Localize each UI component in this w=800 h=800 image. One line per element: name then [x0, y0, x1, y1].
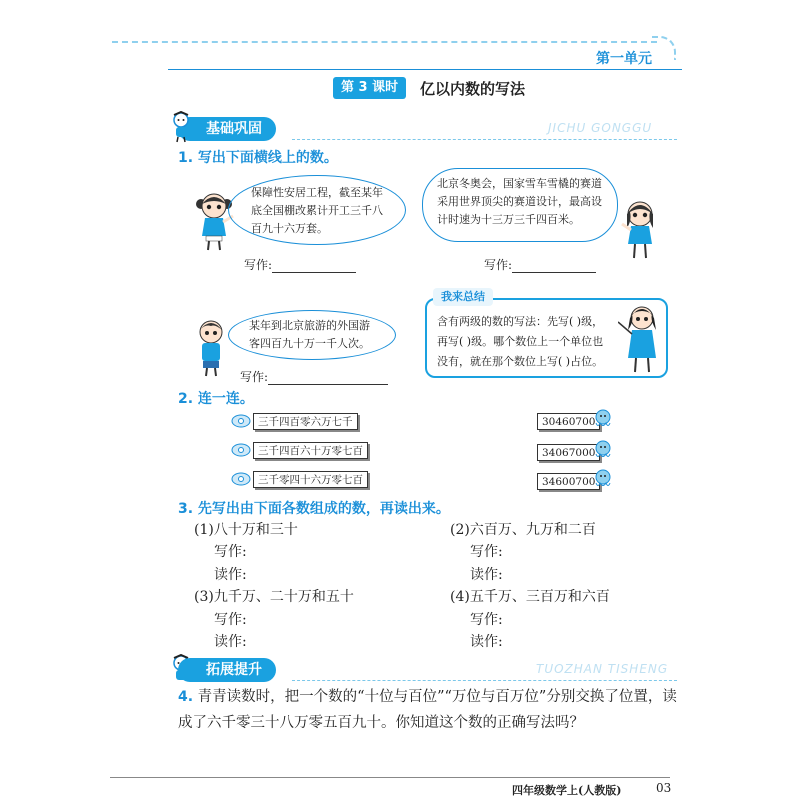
write-label-1: 写作: [244, 258, 273, 272]
header-dashed-curve [652, 36, 676, 60]
lesson-badge: 第 3 课时 [333, 77, 406, 99]
section-subtitle-basic: JICHU GONGGU [548, 121, 653, 135]
write-label-3: 写作: [240, 370, 269, 384]
write-label-2: 写作: [484, 258, 513, 272]
octopus-bullet-icon [592, 408, 614, 430]
footer-book-title: 四年级数学上(人教版) [512, 784, 622, 797]
bubble-1-text: 保障性安居工程，截至某年底全国棚改累计开工三千八百九十六万套。 [251, 186, 383, 235]
question-3-title: 3. 先写出由下面各数组成的数，再读出来。 [178, 501, 450, 517]
answer-blank-2[interactable] [512, 259, 596, 273]
q3-write-2: 写作: [470, 544, 503, 560]
girl-character-icon [193, 190, 235, 252]
q3-item-2: (2)六百万、九万和二百 [450, 522, 596, 538]
octopus-bullet-icon [592, 439, 614, 461]
teacher-character-icon [618, 300, 664, 374]
section-divider-basic [292, 139, 677, 140]
answer-blank-3[interactable] [268, 371, 388, 385]
match-left-2[interactable]: 三千四百六十万零七百 [253, 442, 368, 459]
match-right-3[interactable]: 34600700 [537, 473, 600, 490]
section-title-extend: 拓展提升 [178, 658, 276, 682]
q3-read-3: 读作: [214, 634, 247, 650]
answer-line-2 [484, 256, 596, 273]
flower-bullet-icon [231, 471, 251, 487]
match-left-1[interactable]: 三千四百零六万七千 [253, 413, 358, 430]
summary-text: 含有两级的数的写法：先写( )级，再写( )级。哪个数位上一个单位也没有，就在那个数位上写( )占位。 [437, 315, 604, 368]
answer-blank-1[interactable] [272, 259, 356, 273]
q3-write-1: 写作: [214, 544, 247, 560]
question-2-title: 2. 连一连。 [178, 391, 254, 407]
speech-bubble-2 [422, 168, 618, 242]
section-banner-extend [178, 658, 276, 682]
lesson-title: 亿以内数的写法 [420, 80, 526, 98]
bubble-2-text: 北京冬奥会，国家雪车雪橇的赛道采用世界顶尖的赛道设计，最高设计时速为十三万三千四百米。 [437, 177, 602, 226]
q3-read-4: 读作: [470, 634, 503, 650]
speech-bubble-3 [228, 310, 396, 360]
match-right-1[interactable]: 30460700 [537, 413, 600, 430]
bubble-3-text: 某年到北京旅游的外国游客四百九十万一千人次。 [249, 319, 370, 350]
octopus-bullet-icon [592, 468, 614, 490]
section-divider-extend [292, 680, 677, 681]
section-subtitle-extend: TUOZHAN TISHENG [536, 662, 669, 676]
q3-item-3: (3)九千万、二十万和五十 [194, 589, 354, 605]
q3-item-4: (4)五千万、三百万和六百 [450, 589, 610, 605]
mascot-icon [168, 111, 194, 143]
q3-read-1: 读作: [214, 567, 247, 583]
section-title-basic: 基础巩固 [178, 117, 276, 141]
question-4-text: 青青读数时，把一个数的“十位与百位”“万位与百万位”分别交换了位置，读成了六千零三十八万零五百九十。你知道这个数的正确写法吗？ [178, 689, 677, 731]
answer-line-1 [244, 256, 356, 273]
q3-write-4: 写作: [470, 612, 503, 628]
match-right-2[interactable]: 34067000 [537, 444, 600, 461]
unit-title: 第一单元 [596, 51, 652, 67]
question-1-title: 1. 写出下面横线上的数。 [178, 150, 338, 166]
boy-character-icon [193, 318, 229, 378]
q3-write-3: 写作: [214, 612, 247, 628]
q3-read-2: 读作: [470, 567, 503, 583]
summary-tag: 我来总结 [433, 288, 493, 306]
question-4 [178, 684, 678, 736]
question-4-number: 4. [178, 689, 194, 705]
girl-character-2-icon [618, 198, 662, 260]
match-left-3[interactable]: 三千零四十六万零七百 [253, 471, 368, 488]
answer-line-3 [240, 368, 388, 385]
flower-bullet-icon [231, 442, 251, 458]
page-number: 03 [656, 781, 672, 795]
flower-bullet-icon [231, 413, 251, 429]
header-dashed-line [112, 41, 657, 43]
q3-item-1: (1)八十万和三十 [194, 522, 298, 538]
unit-underline [168, 69, 682, 70]
footer-line [110, 777, 670, 778]
speech-bubble-1 [228, 175, 406, 245]
